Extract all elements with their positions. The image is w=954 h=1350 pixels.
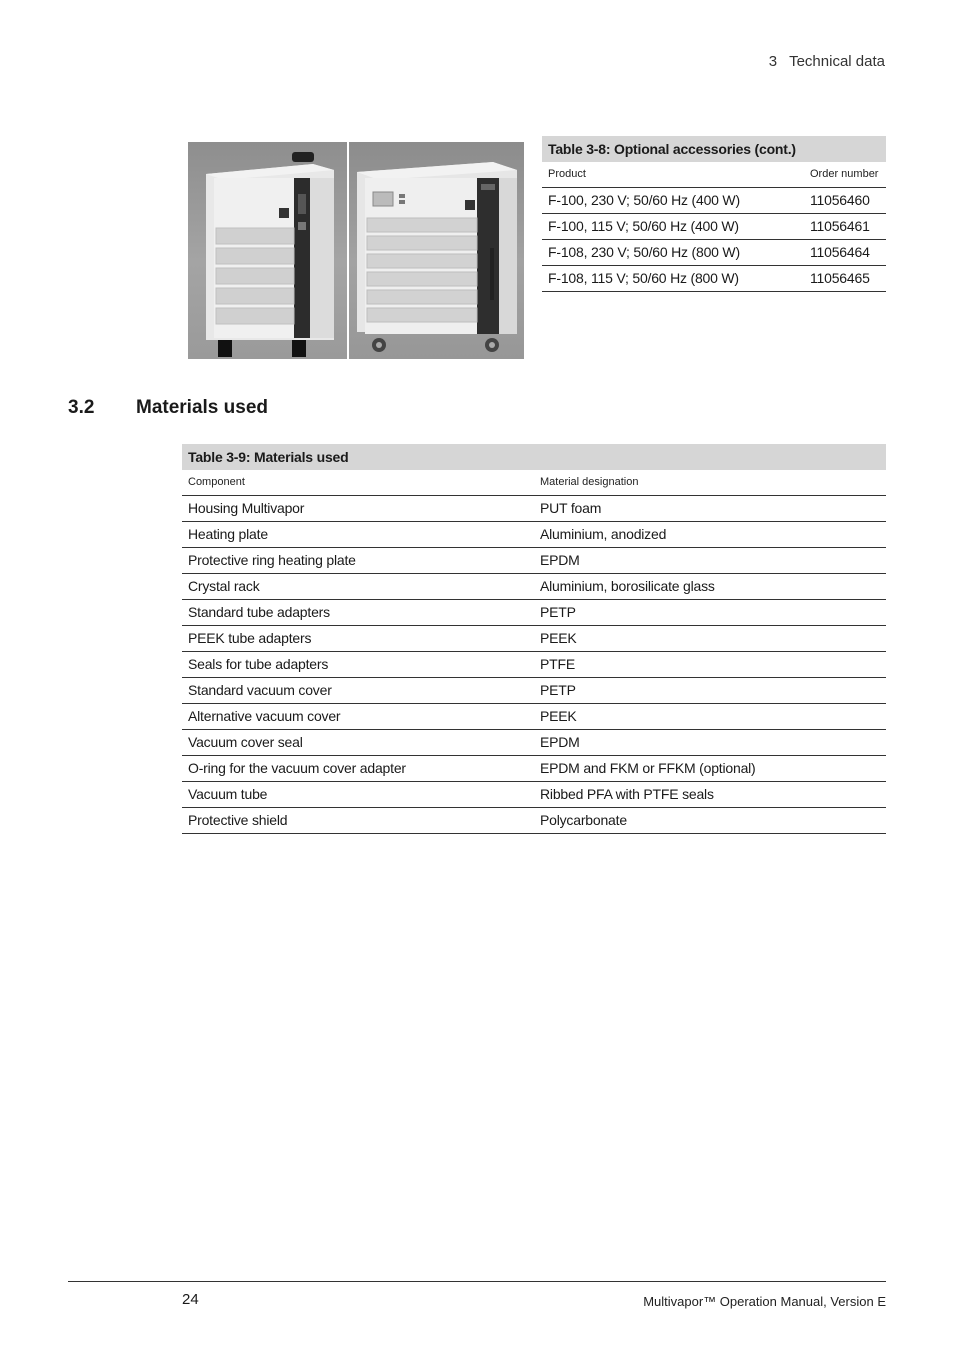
column-header-component: Component: [188, 476, 245, 488]
component-cell: PEEK tube adapters: [188, 630, 312, 646]
running-header: [769, 53, 885, 70]
table-header-row: [182, 470, 886, 496]
table-row: [542, 266, 886, 292]
product-cell: F-108, 230 V; 50/60 Hz (800 W): [548, 244, 740, 260]
section-heading: [68, 397, 268, 419]
table-row: [182, 548, 886, 574]
table-row: [182, 496, 886, 522]
table-row: [182, 782, 886, 808]
component-cell: Seals for tube adapters: [188, 656, 329, 672]
material-cell: PEEK: [540, 630, 577, 646]
chapter-number: 3: [768, 53, 778, 70]
component-cell: Standard vacuum cover: [188, 682, 332, 698]
product-cell: F-108, 115 V; 50/60 Hz (800 W): [548, 270, 739, 286]
table-row: [182, 756, 886, 782]
table-header-row: [542, 162, 886, 188]
table-row: [182, 652, 886, 678]
table-row: [182, 626, 886, 652]
component-cell: Vacuum cover seal: [188, 734, 303, 750]
material-cell: Aluminium, anodized: [540, 526, 667, 542]
table-caption: Table 3-8: Optional accessories (cont.): [542, 136, 886, 162]
table-caption: Table 3-9: Materials used: [182, 444, 886, 470]
table-row: [182, 730, 886, 756]
material-cell: Aluminium, borosilicate glass: [540, 578, 715, 594]
table-row: [182, 704, 886, 730]
material-cell: PETP: [540, 682, 576, 698]
footer-document-title: Multivapor™ Operation Manual, Version E: [643, 1294, 886, 1309]
material-cell: Ribbed PFA with PTFE seals: [540, 786, 714, 802]
column-header-material: Material designation: [540, 476, 639, 488]
component-cell: Crystal rack: [188, 578, 260, 594]
material-cell: PEEK: [540, 708, 577, 724]
table-row: [542, 188, 886, 214]
table-row: [182, 678, 886, 704]
table-row: [542, 240, 886, 266]
chiller-illustration-large: [349, 142, 524, 359]
component-cell: Protective shield: [188, 812, 288, 828]
table-row: [182, 600, 886, 626]
order-number-cell: 11056465: [810, 270, 870, 286]
column-header-order-number: Order number: [810, 168, 879, 180]
optional-accessories-table: [542, 136, 886, 292]
material-cell: PUT foam: [540, 500, 602, 516]
order-number-cell: 11056461: [810, 218, 870, 234]
material-cell: EPDM: [540, 734, 580, 750]
chiller-illustration-small: [188, 142, 347, 359]
component-cell: Vacuum tube: [188, 786, 268, 802]
component-cell: Protective ring heating plate: [188, 552, 356, 568]
table-row: [542, 214, 886, 240]
footer-rule: [68, 1281, 886, 1282]
material-cell: PETP: [540, 604, 576, 620]
material-cell: PTFE: [540, 656, 575, 672]
table-row: [182, 808, 886, 834]
material-cell: Polycarbonate: [540, 812, 627, 828]
component-cell: Standard tube adapters: [188, 604, 330, 620]
chiller-photo-f108: [349, 142, 524, 359]
table-row: [182, 522, 886, 548]
section-title: Materials used: [136, 397, 268, 418]
material-cell: EPDM: [540, 552, 580, 568]
component-cell: O-ring for the vacuum cover adapter: [188, 760, 406, 776]
product-photos: [188, 142, 524, 359]
material-cell: EPDM and FKM or FFKM (optional): [540, 760, 756, 776]
chiller-photo-f100: [188, 142, 347, 359]
order-number-cell: 11056464: [810, 244, 870, 260]
column-header-product: Product: [548, 168, 586, 180]
component-cell: Housing Multivapor: [188, 500, 305, 516]
product-cell: F-100, 230 V; 50/60 Hz (400 W): [548, 192, 740, 208]
page-number: 24: [182, 1291, 199, 1308]
product-cell: F-100, 115 V; 50/60 Hz (400 W): [548, 218, 739, 234]
order-number-cell: 11056460: [810, 192, 870, 208]
component-cell: Alternative vacuum cover: [188, 708, 341, 724]
section-number: 3.2: [68, 397, 95, 418]
table-row: [182, 574, 886, 600]
materials-table: [182, 444, 886, 834]
chapter-title: Technical data: [789, 53, 885, 70]
component-cell: Heating plate: [188, 526, 268, 542]
